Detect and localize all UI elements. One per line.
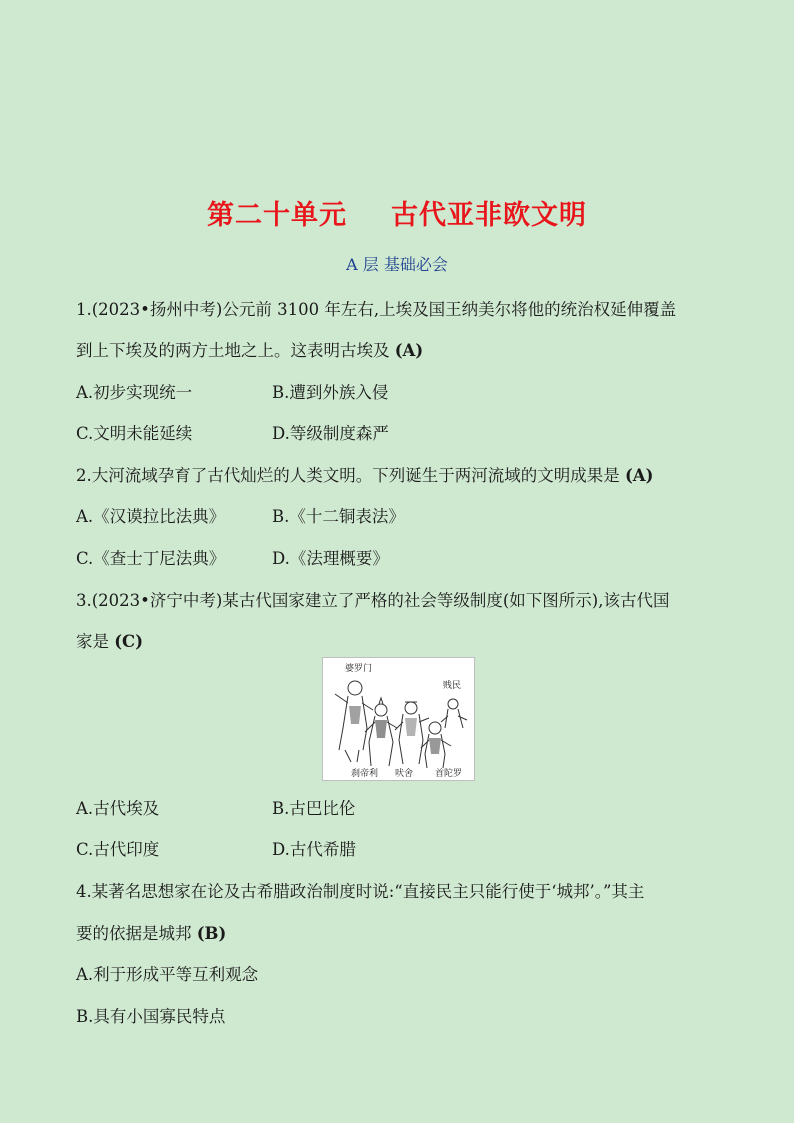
unit-topic: 古代亚非欧文明	[391, 200, 587, 231]
question-3-option-b: B.古巴比伦	[272, 799, 356, 818]
caste-figures-drawing	[323, 658, 474, 780]
question-2-option-a: A.《汉谟拉比法典》	[76, 507, 226, 526]
question-1-option-c: C.文明未能延续	[76, 424, 193, 443]
question-1-line-1: 1.(2023•扬州中考)公元前 3100 年左右,上埃及国王纳美尔将他的统治权延伸覆盖	[76, 300, 677, 319]
question-2-line-1: 2.大河流域孕育了古代灿烂的人类文明。下列诞生于两河流域的文明成果是 (A)	[76, 466, 654, 485]
question-1-answer: (A)	[394, 341, 424, 360]
question-3-line-1: 3.(2023•济宁中考)某古代国家建立了严格的社会等级制度(如下图所示),该古代国	[76, 591, 670, 610]
question-4-line-1: 4.某著名思想家在论及古希腊政治制度时说:“直接民主只能行使于‘城邦’。”其主	[76, 882, 645, 901]
question-4-line-2: 要的依据是城邦 (B)	[76, 924, 227, 943]
label-brahmin: 婆罗门	[345, 664, 373, 674]
question-2-option-d: D.《法理概要》	[272, 549, 389, 568]
question-2-answer: (A)	[625, 466, 654, 485]
question-1-option-b: B.遭到外族入侵	[272, 383, 389, 402]
caste-illustration	[322, 657, 475, 781]
question-2-option-b: B.《十二铜表法》	[272, 507, 405, 526]
unit-title	[0, 193, 794, 232]
question-2-option-c: C.《查士丁尼法典》	[76, 549, 226, 568]
question-4-option-b: B.具有小国寡民特点	[76, 1007, 226, 1026]
question-3-line-2: 家是 (C)	[76, 632, 143, 651]
label-shudra: 首陀罗	[435, 769, 463, 779]
level-heading: A 层 基础必会	[346, 255, 448, 274]
question-4-option-a: A.利于形成平等互利观念	[76, 965, 259, 984]
question-3-option-d: D.古代希腊	[272, 840, 356, 859]
label-vaishya: 吠舍	[395, 769, 414, 779]
question-3-option-a: A.古代埃及	[76, 799, 160, 818]
question-4-answer: (B)	[196, 924, 227, 943]
question-1-option-a: A.初步实现统一	[76, 383, 193, 402]
question-3-answer: (C)	[114, 632, 143, 651]
unit-number: 第二十单元	[207, 200, 347, 231]
label-kshatriya: 刹帝利	[351, 769, 379, 779]
question-1-line-2: 到上下埃及的两方土地之上。这表明古埃及 (A)	[76, 341, 424, 360]
question-3-option-c: C.古代印度	[76, 840, 160, 859]
label-dalit: 贱民	[443, 681, 462, 691]
question-1-option-d: D.等级制度森严	[272, 424, 389, 443]
